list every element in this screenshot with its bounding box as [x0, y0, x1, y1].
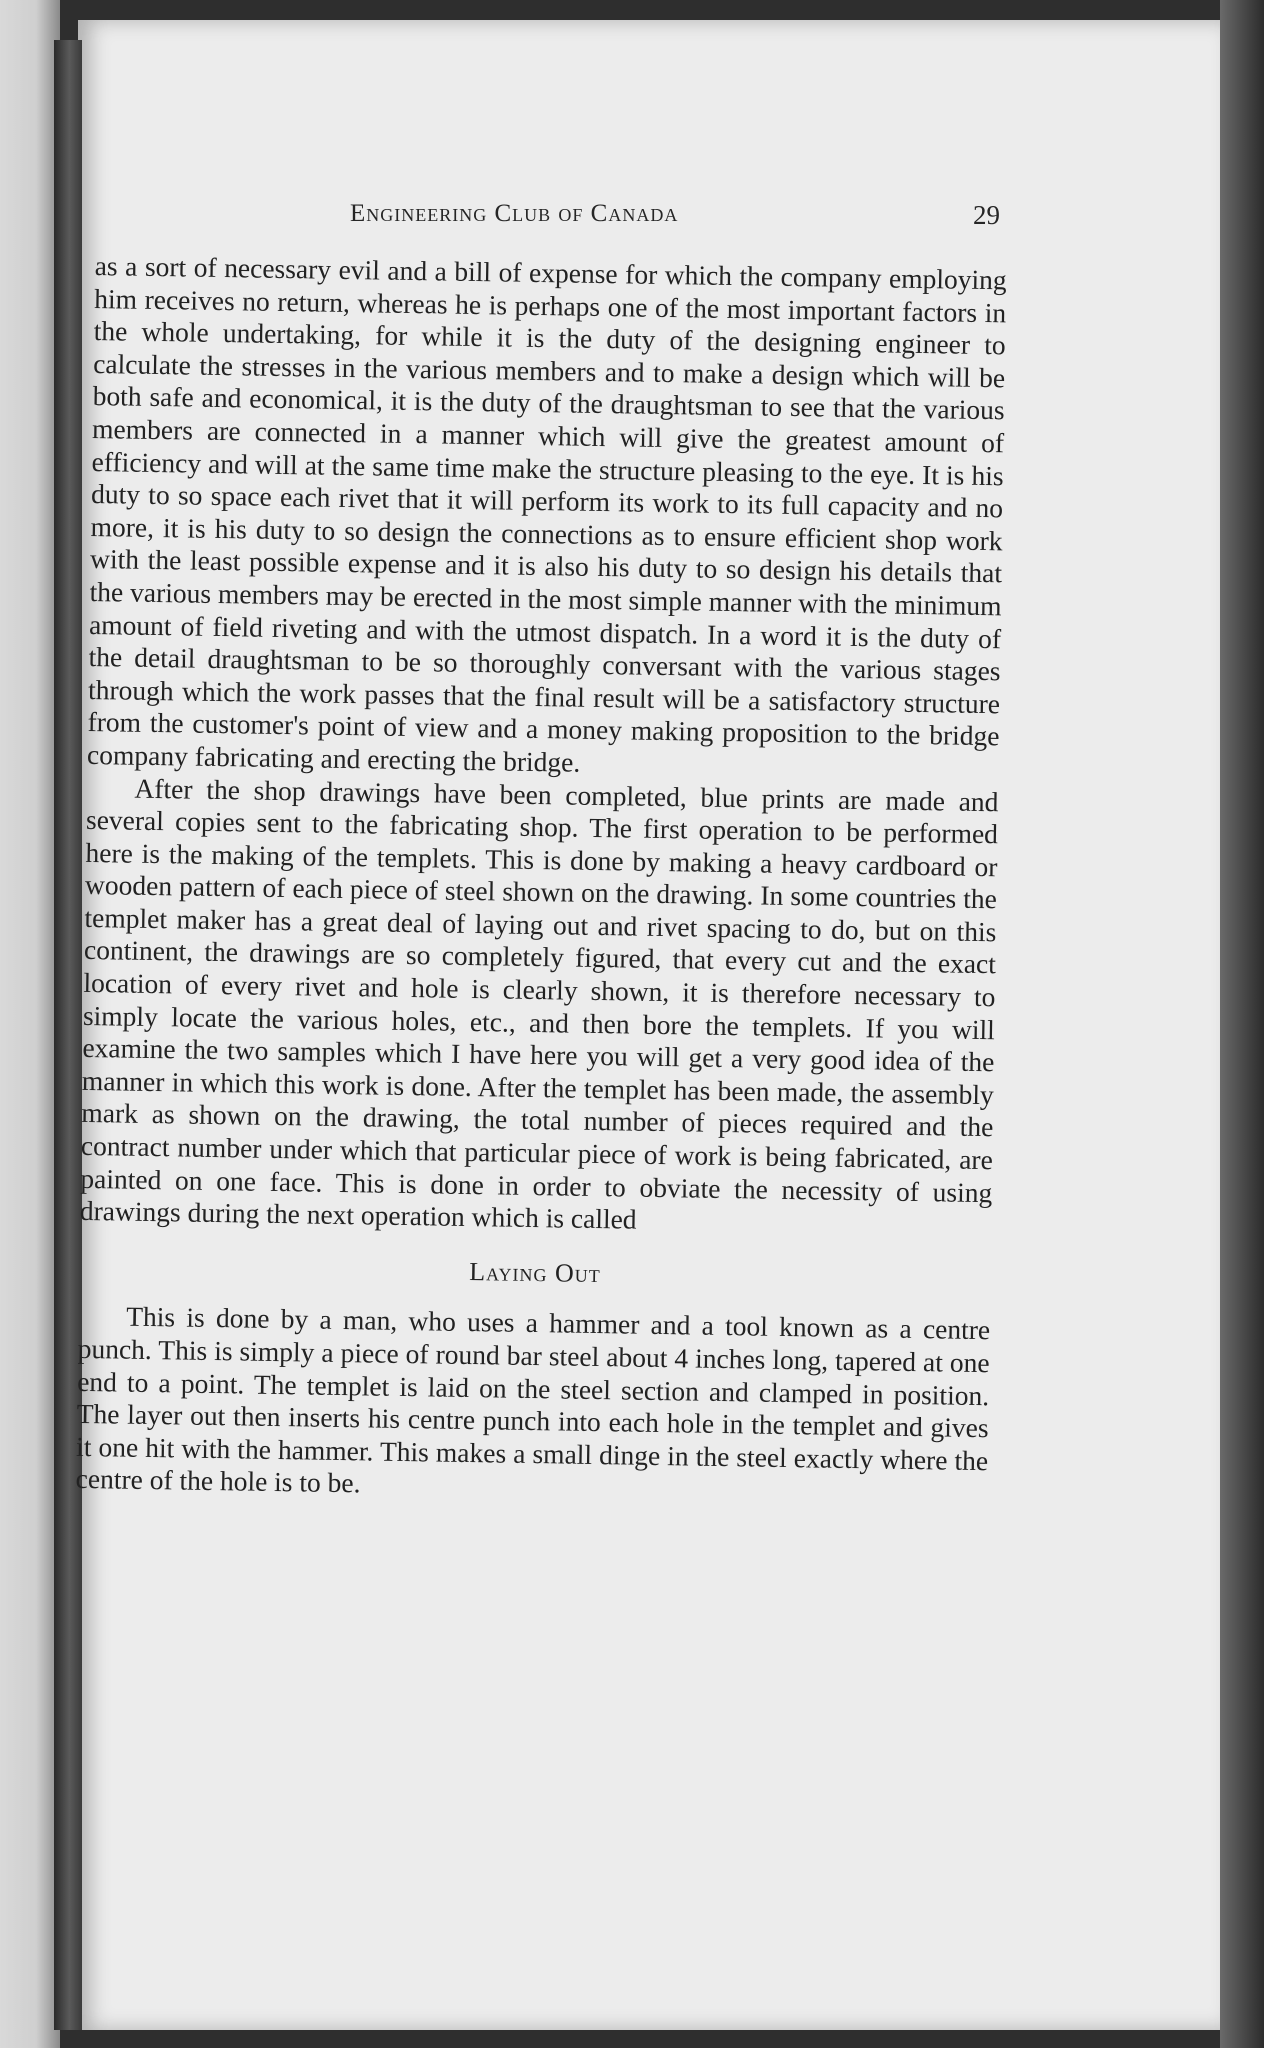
page-body: [75, 250, 1006, 1510]
page-header: [350, 200, 1000, 228]
paragraph-laying-out: This is done by a man, who uses a hammer and a tool known as a centre punch. This is simply a piece of round bar steel about 4 inches long, tapered at one end to a point. The templet is laid on the steel section and clamped in position. The layer out then inserts his centre punch into each hole in the templet and gives it one hit with the hammer. This makes a small dinge in the steel exactly where the centre of the hole is to be.: [75, 1301, 991, 1499]
running-title: Engineering Club of Canada: [350, 200, 679, 227]
scan-right-edge: [1220, 0, 1264, 2048]
book-binding: [54, 40, 82, 2030]
paragraph-shop-drawings: After the shop drawings have been completed, blue prints are made and several copies sent to the fabricating shop. The first operation to be performed here is the making of the templets. This is done by making a heavy cardboard or wooden pattern of each piece of steel shown on the drawing. In some countries the templet maker has a great deal of laying out and rivet spacing to do, but on this continent, the drawings are so completely figured, that every cut and the exact location of every rivet and hole is clearly shown, it is therefore necessary to simply locate the various holes, etc., and then bore the templets. If you will examine the two samples which I have here you will get a very good idea of the manner in which this work is done. After the templet has been made, the assembly mark as shown on the drawing, the total number of pieces required and the contract number under which that particular piece of work is being fabricated, are painted on one face. This is done in order to obviate the necessity of using drawings during the next operation which is called: [79, 772, 999, 1235]
paragraph-continued: as a sort of necessary evil and a bill of expense for which the company employing him receives no return, whereas he is perhaps one of the most important factors in the whole undertaking, for while it is the duty of the designing engineer to calculate the stresses in the various members and to make a design which will be both safe and economical, it is the duty of the draughtsman to see that the various members are connected in a manner which will give the greatest amount of efficiency and will at the same time make the structure pleasing to the eye. It is his duty to so space each rivet that it will perform its work to its full capacity and no more, it is his duty to so design the connections as to ensure efficient shop work with the least possible expense and it is also his duty to so design his details that the various members may be erected in the most simple manner with the minimum amount of field riveting and with the utmost dispatch. In a word it is the duty of the detail draughtsman to be so thoroughly conversant with the various stages through which the work passes that the final result will be a satisfactory structure from the customer's point of view and a money making proposition to the bridge company fabricating and erecting the bridge.: [86, 250, 1007, 778]
facing-page-edge: [0, 0, 60, 2048]
page-number: 29: [973, 200, 1000, 230]
section-heading: Laying Out: [469, 1256, 601, 1288]
